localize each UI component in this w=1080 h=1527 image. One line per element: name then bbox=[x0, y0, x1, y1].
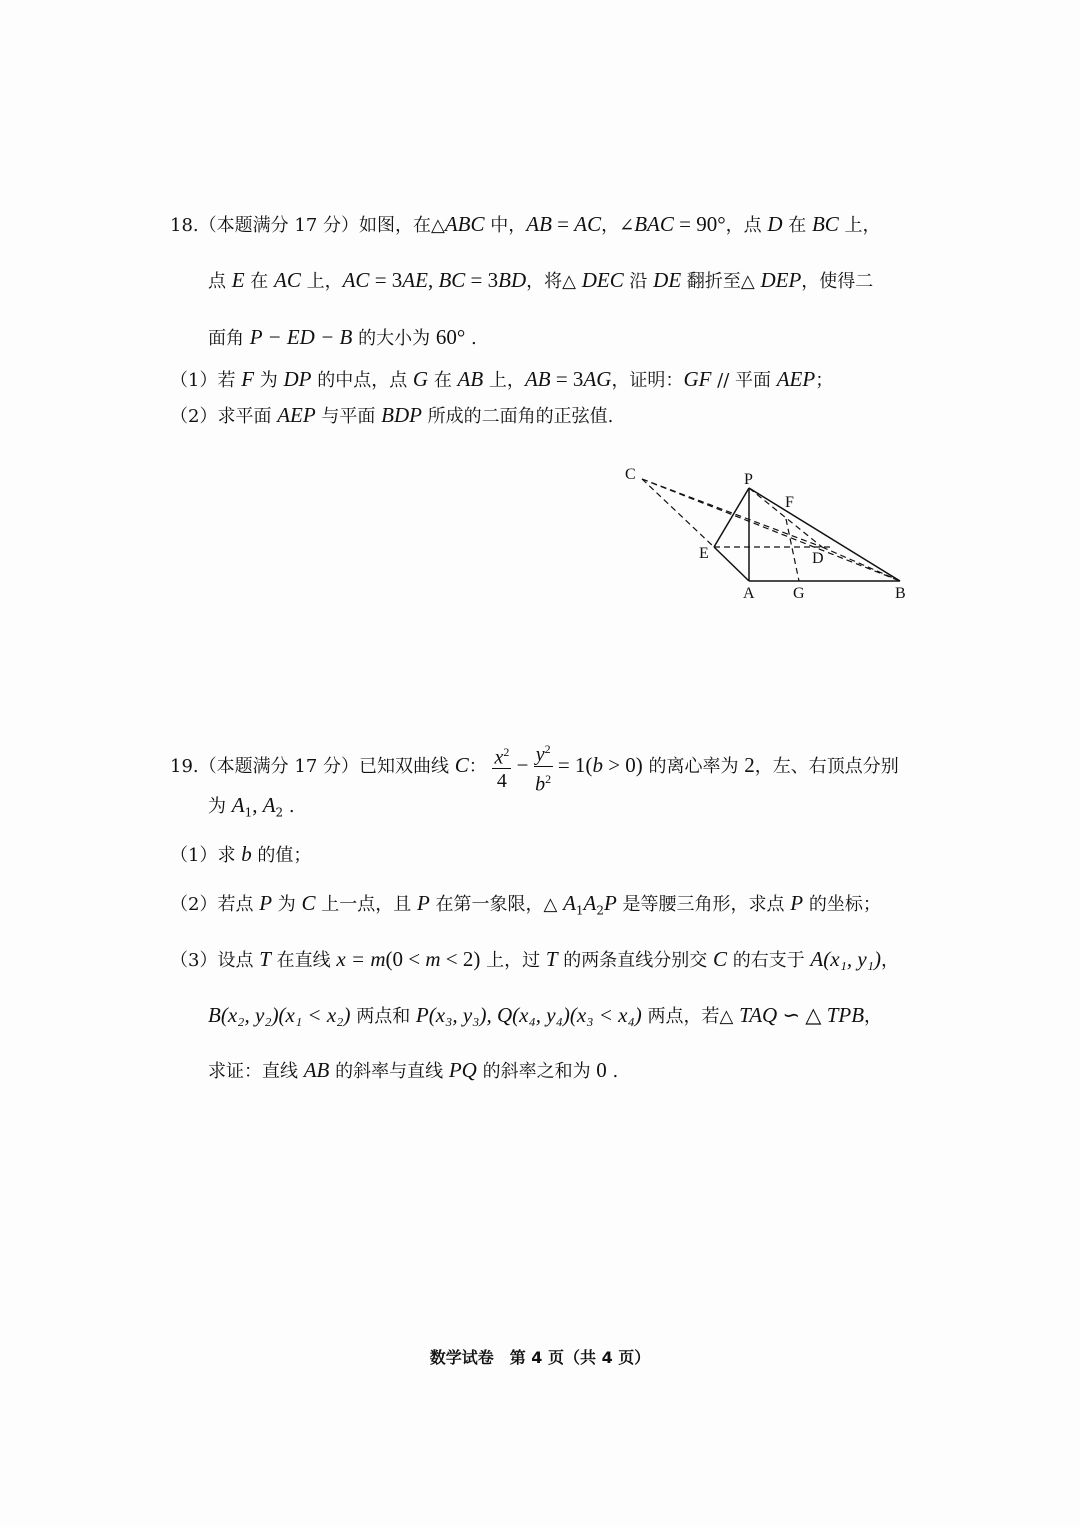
math: 1 bbox=[575, 903, 584, 918]
math: DEC bbox=[581, 268, 624, 292]
dash-DB bbox=[822, 547, 900, 581]
text: 在第一象限，△ bbox=[429, 894, 564, 915]
math: BC bbox=[811, 212, 839, 236]
math: A bbox=[262, 793, 276, 817]
math: P − ED − B bbox=[249, 325, 353, 349]
math: , bbox=[427, 268, 439, 292]
text: 上一点，且 bbox=[315, 894, 417, 915]
math: D bbox=[767, 212, 783, 236]
math: T bbox=[259, 947, 271, 971]
text: ， bbox=[880, 950, 899, 971]
text: . bbox=[283, 796, 295, 817]
math: m bbox=[425, 947, 441, 971]
math: A bbox=[231, 793, 245, 817]
text: ，将△ bbox=[526, 271, 582, 292]
text: 的右支于 bbox=[726, 950, 811, 971]
math: 4 bbox=[496, 770, 507, 793]
math: TAQ bbox=[739, 1003, 778, 1027]
text: 是等腰三角形，求点 bbox=[616, 894, 791, 915]
dash-CD bbox=[642, 479, 822, 547]
text: 的离心率为 bbox=[642, 756, 745, 778]
math: AC bbox=[342, 268, 370, 292]
math: C bbox=[454, 753, 469, 778]
edge-PB bbox=[749, 488, 900, 581]
q19-header: （本题满分 17 分）已知双曲线 bbox=[198, 756, 455, 778]
text: 的中点，点 bbox=[311, 370, 413, 391]
text: . bbox=[606, 1061, 619, 1082]
label-B: B bbox=[895, 585, 906, 602]
text: （3）设点 bbox=[170, 950, 260, 971]
math: − bbox=[511, 753, 534, 778]
math: = 3 bbox=[369, 268, 403, 292]
math: 60° bbox=[435, 325, 466, 349]
fraction-x2-4 bbox=[492, 741, 511, 794]
label-F: F bbox=[785, 494, 794, 511]
q19-line1 bbox=[170, 738, 899, 796]
text: ； bbox=[815, 370, 834, 391]
math: P bbox=[604, 891, 617, 915]
q19-part1 bbox=[170, 842, 311, 868]
text: 所成的二面角的正弦值. bbox=[421, 406, 614, 427]
q19-part3 bbox=[170, 947, 899, 973]
label-C: C bbox=[625, 466, 636, 483]
math: TPB bbox=[826, 1003, 865, 1027]
math: = 90° bbox=[673, 212, 726, 236]
text: 点 bbox=[208, 271, 232, 292]
text: // 平面 bbox=[711, 370, 777, 391]
math: BDP bbox=[381, 403, 422, 427]
math: AEP bbox=[776, 367, 816, 391]
math: b bbox=[241, 842, 252, 866]
math: 2 bbox=[596, 903, 604, 918]
math: 1 bbox=[244, 805, 253, 820]
text: 上， bbox=[483, 370, 525, 391]
math: A(x₁, y₁) bbox=[810, 947, 881, 971]
math: AB bbox=[526, 212, 552, 236]
text: 为 bbox=[208, 796, 232, 817]
math: B(x₂, y₂)(x₁ < x₂) bbox=[208, 1003, 351, 1027]
math: 2 bbox=[275, 805, 284, 820]
text: 的大小为 bbox=[352, 328, 436, 349]
label-A: A bbox=[743, 585, 755, 602]
math: A bbox=[563, 891, 576, 915]
math: BC bbox=[438, 268, 466, 292]
dash-CB bbox=[642, 479, 900, 581]
math: P bbox=[259, 891, 273, 915]
math: = bbox=[551, 212, 575, 236]
text: 两点和 bbox=[350, 1006, 416, 1027]
math: = 1( bbox=[552, 753, 593, 778]
math: AC bbox=[574, 212, 602, 236]
math: A bbox=[583, 891, 597, 915]
q18-header: （本题满分 17 分）如图，在△ bbox=[198, 215, 445, 236]
text: ，左、右顶点分别 bbox=[754, 756, 899, 778]
math: AB bbox=[303, 1058, 330, 1082]
text: 两点，若△ bbox=[641, 1006, 740, 1027]
q18-line2 bbox=[208, 268, 873, 294]
math: C bbox=[301, 891, 316, 915]
q18-number: 18. bbox=[170, 215, 199, 236]
text: 的坐标； bbox=[803, 894, 881, 915]
text: ， bbox=[864, 1006, 883, 1027]
math: = 3 bbox=[550, 367, 584, 391]
text: 的斜率之和为 bbox=[476, 1061, 597, 1082]
q18-part1 bbox=[170, 367, 833, 393]
text: 上， bbox=[838, 215, 881, 236]
math: AB bbox=[524, 367, 551, 391]
math: BD bbox=[498, 268, 527, 292]
math: y bbox=[535, 743, 545, 766]
dash-CE bbox=[642, 479, 714, 547]
math: 2 bbox=[503, 744, 510, 759]
math: P bbox=[790, 891, 804, 915]
math: AB bbox=[457, 367, 484, 391]
text: （1）求 bbox=[170, 845, 242, 866]
q19-line4 bbox=[208, 1003, 882, 1029]
q19-part2 bbox=[170, 891, 881, 923]
text: . bbox=[465, 328, 477, 349]
page-footer: 数学试卷 第 4 页（共 4 页） bbox=[429, 1348, 651, 1367]
q19-number: 19. bbox=[170, 756, 199, 778]
text: 为 bbox=[272, 894, 302, 915]
math: 0 bbox=[596, 1058, 607, 1082]
text: ，点 bbox=[725, 215, 768, 236]
dash-FG bbox=[786, 519, 799, 581]
math: 2 bbox=[545, 771, 552, 786]
math: P(x₃, y₃), Q(x₄, y₄)(x₃ < x₄) bbox=[415, 1003, 642, 1027]
text: 上， bbox=[300, 271, 343, 292]
math: E bbox=[231, 268, 245, 292]
math: = 3 bbox=[465, 268, 499, 292]
math: C bbox=[712, 947, 727, 971]
text: 上，过 bbox=[480, 950, 546, 971]
math: , bbox=[252, 793, 263, 817]
math: > 0) bbox=[602, 753, 643, 778]
math: b bbox=[535, 773, 546, 796]
q19-line2 bbox=[208, 793, 295, 825]
edge-PE bbox=[714, 488, 749, 547]
text: 在 bbox=[428, 370, 458, 391]
text: ，使得二 bbox=[801, 271, 874, 292]
text: 与平面 bbox=[315, 406, 382, 427]
math: ∽ △ bbox=[777, 1003, 827, 1027]
math: AEP bbox=[277, 403, 316, 427]
text: 的两条直线分别交 bbox=[557, 950, 713, 971]
label-D: D bbox=[812, 550, 824, 567]
math: AC bbox=[274, 268, 301, 292]
label-P: P bbox=[744, 471, 753, 488]
text: 在 bbox=[782, 215, 812, 236]
math: BAC bbox=[634, 212, 674, 236]
text: （1）若 bbox=[170, 370, 242, 391]
label-E: E bbox=[699, 545, 709, 562]
math: PQ bbox=[448, 1058, 477, 1082]
math: P bbox=[416, 891, 430, 915]
text: （2）求平面 bbox=[170, 406, 278, 427]
math: AG bbox=[583, 367, 612, 391]
text: 求证：直线 bbox=[208, 1061, 304, 1082]
fraction-y2-b2 bbox=[534, 738, 553, 796]
q18-line1 bbox=[170, 212, 881, 238]
text: 在直线 bbox=[270, 950, 337, 971]
math: x bbox=[494, 746, 504, 769]
math: 2 bbox=[744, 753, 755, 778]
text: （2）若点 bbox=[170, 894, 260, 915]
math: DEP bbox=[760, 268, 802, 292]
text: 沿 bbox=[623, 271, 654, 292]
math: G bbox=[412, 367, 429, 391]
math: T bbox=[545, 947, 558, 971]
math: F bbox=[241, 367, 255, 391]
math: (0 < bbox=[385, 947, 426, 971]
q18-part2 bbox=[170, 403, 613, 429]
text: 为 bbox=[254, 370, 284, 391]
math: 2 bbox=[544, 742, 551, 756]
math: x = m bbox=[336, 947, 386, 971]
math: b bbox=[592, 753, 603, 778]
math: GF bbox=[683, 367, 712, 391]
text: ，∠ bbox=[601, 215, 635, 236]
math: AE bbox=[402, 268, 428, 292]
q18-line3 bbox=[208, 325, 477, 351]
text: 中， bbox=[484, 215, 527, 236]
label-G: G bbox=[793, 585, 805, 602]
q19-line5 bbox=[208, 1058, 618, 1084]
text: 翻折至△ bbox=[681, 271, 761, 292]
math: < 2) bbox=[440, 947, 481, 971]
text: 的值； bbox=[251, 845, 312, 866]
text: 面角 bbox=[208, 328, 250, 349]
math: DP bbox=[283, 367, 312, 391]
math: DE bbox=[653, 268, 682, 292]
text: ： bbox=[468, 756, 487, 778]
text: 在 bbox=[244, 271, 275, 292]
text: 的斜率与直线 bbox=[329, 1061, 449, 1082]
text: ，证明： bbox=[611, 370, 684, 391]
edge-EA bbox=[714, 547, 749, 581]
geometry-figure bbox=[600, 455, 930, 615]
math: ABC bbox=[444, 212, 485, 236]
